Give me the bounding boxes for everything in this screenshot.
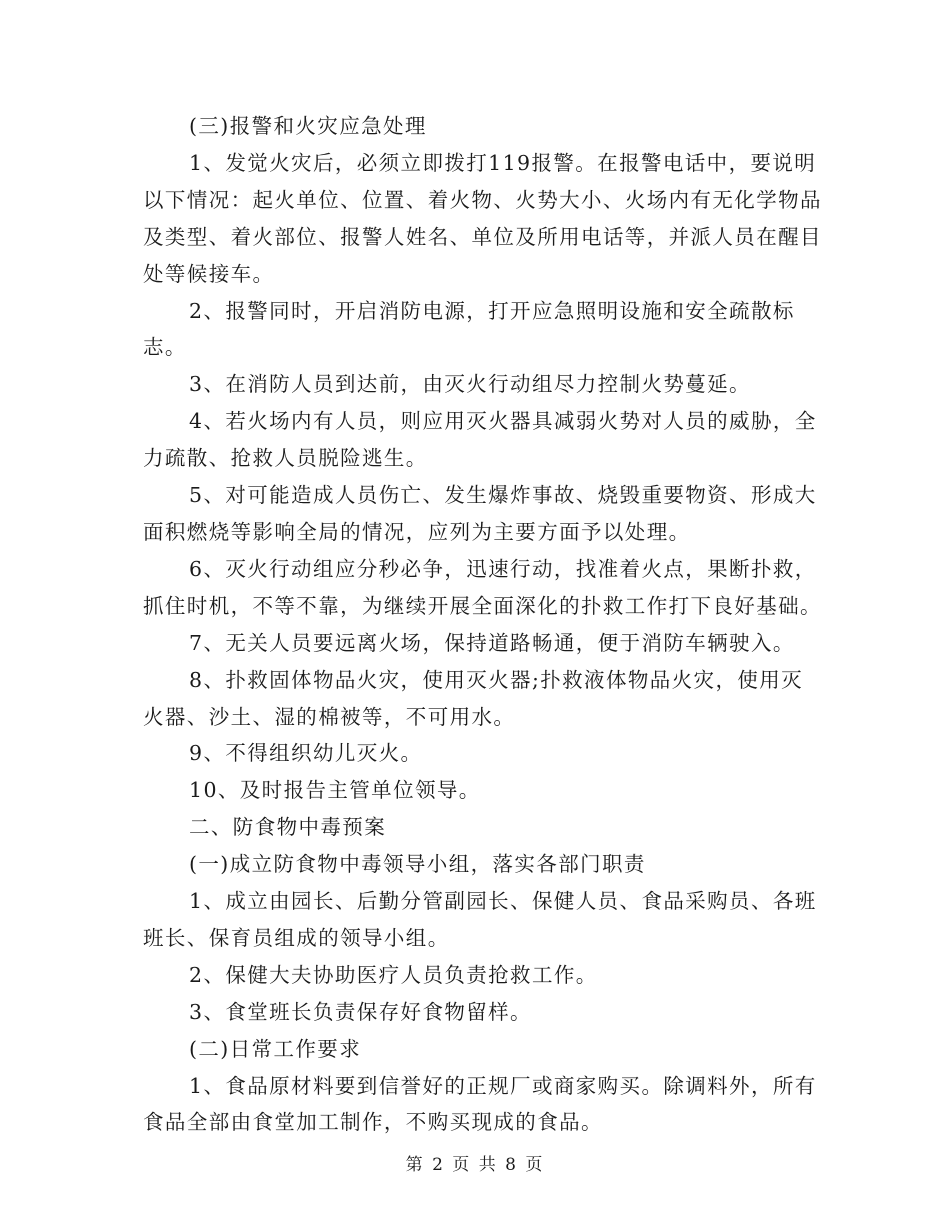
- paragraph: 2、保健大夫协助医疗人员负责抢救工作。: [189, 962, 598, 987]
- paragraph: 2、报警同时，开启消防电源，打开应急照明设施和安全疏散标志。: [143, 298, 795, 360]
- paragraph: 5、对可能造成人员伤亡、发生爆炸事故、烧毁重要物资、形成大面积燃烧等影响全局的情况，应列为主要方面予以处理。: [143, 483, 817, 544]
- page-number-footer: 第 2 页 共 8 页: [405, 1155, 545, 1175]
- paragraph: 1、食品原材料要到信誉好的正规厂或商家购买。除调料外，所有食品全部由食堂加工制作，不购买现成的食品。: [143, 1073, 817, 1135]
- paragraph: 3、在消防人员到达前，由灭火行动组尽力控制火势蔓延。: [189, 372, 751, 397]
- document-body: [143, 108, 823, 1141]
- section-heading: 二、防食物中毒预案: [189, 815, 387, 840]
- section-heading: (二)日常工作要求: [189, 1036, 362, 1061]
- paragraph: 6、灭火行动组应分秒必争，迅速行动，找准着火点，果断扑救，抓住时机，不等不靠，为继续开展全面深化的扑救工作打下良好基础。: [143, 556, 822, 618]
- paragraph: 10、及时报告主管单位领导。: [189, 778, 481, 803]
- section-heading: (三)报警和火灾应急处理: [189, 114, 427, 138]
- paragraph: 9、不得组织幼儿灭火。: [189, 741, 423, 766]
- paragraph: 7、无关人员要远离火场，保持道路畅通，便于消防车辆驶入。: [189, 630, 795, 655]
- paragraph: 1、发觉火灾后，必须立即拨打119报警。在报警电话中，要说明以下情况：起火单位、位置、着火物、火势大小、火场内有无化学物品及类型、着火部位、报警人姓名、单位及所用电话等，并派人员在醒目处等候接车。: [143, 150, 822, 286]
- paragraph: 3、食堂班长负责保存好食物留样。: [189, 999, 532, 1024]
- paragraph: 8、扑救固体物品火灾，使用灭火器;扑救液体物品火灾，使用灭火器、沙土、湿的棉被等，不可用水。: [143, 667, 804, 729]
- section-heading: (一)成立防食物中毒领导小组，落实各部门职责: [189, 852, 646, 877]
- paragraph: 4、若火场内有人员，则应用灭火器具减弱火势对人员的威胁，全力疏散、抢救人员脱险逃生。: [143, 409, 817, 471]
- paragraph: 1、成立由园长、后勤分管副园长、保健人员、食品采购员、各班班长、保育员组成的领导小组。: [143, 889, 817, 950]
